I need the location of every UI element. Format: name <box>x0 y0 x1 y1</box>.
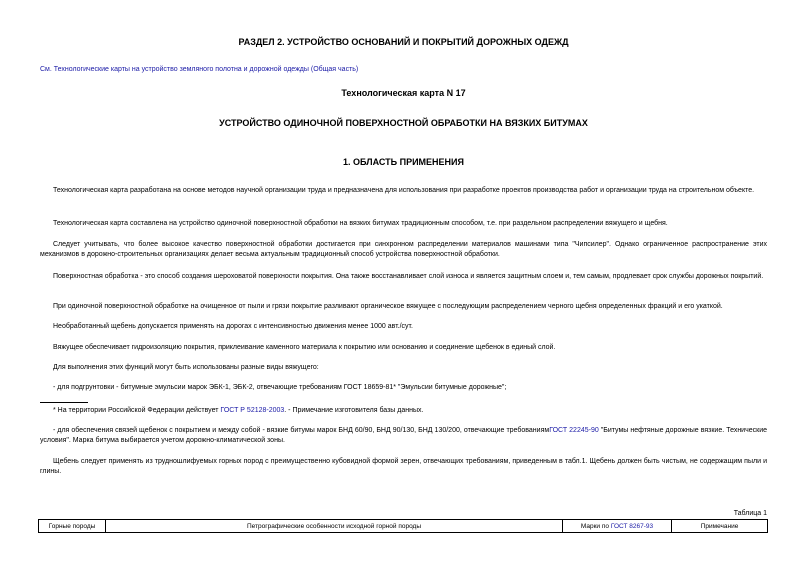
table-label: Таблица 1 <box>733 510 767 517</box>
paragraph-definition: Поверхностная обработка - это способ создания шероховатой поверхности покрытия. Она также восстанавливает слой износа и является защитным слоем и, тем самым, продлевает срок службы дорожных покрытий. <box>53 273 764 280</box>
footnote-divider <box>40 402 88 403</box>
binder-suffix: "Битумы нефтяные дорожные вязкие. Технические условия". Марка битума выбирается учетом дорожно-климатической зоны. <box>40 427 767 444</box>
subsection-title: 1. ОБЛАСТЬ ПРИМЕНЕНИЯ <box>343 157 464 167</box>
see-technological-cards-link[interactable]: См. Технологические карты на устройство земляного полотна и дорожной одежды (Общая часть) <box>40 66 359 73</box>
section-title: РАЗДЕЛ 2. УСТРОЙСТВО ОСНОВАНИЙ И ПОКРЫТИЙ ДОРОЖНЫХ ОДЕЖД <box>238 37 569 47</box>
paragraph-binding-binder <box>40 426 767 445</box>
paragraph-gravel-requirements: Щебень следует применять из трудношлифуемых горных пород с преимущественно кубовидной формой зерен, отвечающих требованиям, приведенным в табл.1. Щебень должен быть чистым, не содержащим пыли и глины. <box>40 458 767 475</box>
header-note: Примечание <box>672 520 768 533</box>
gost-22245-link[interactable]: ГОСТ 22245-90 <box>549 427 599 434</box>
paragraph-binder-types-intro: Для выполнения этих функций могут быть использованы разные виды вяжущего: <box>53 364 319 371</box>
footnote-suffix: . - Примечание изготовителя базы данных. <box>284 407 424 414</box>
paragraph-single-treatment: При одиночной поверхностной обработке на очищенное от пыли и грязи покрытие разливают органическое вяжущее с последующим распределением черного щебня определенных фракций и его укаткой. <box>53 303 723 310</box>
grades-prefix: Марки по <box>580 522 611 530</box>
table-header-row <box>39 520 768 533</box>
gost-r-52128-link[interactable]: ГОСТ Р 52128-2003 <box>220 407 285 414</box>
header-rock-types: Горные породы <box>39 520 106 533</box>
card-title: Технологическая карта N 17 <box>341 88 466 98</box>
footnote <box>40 406 767 416</box>
header-grades <box>563 520 672 533</box>
paragraph-purpose: Технологическая карта разработана на основе методов научной организации труда и предназначена для использования при разработке проектов производства работ и организации труда на строительном объекте. <box>53 187 755 194</box>
footnote-prefix: * На территории Российской Федерации действует <box>53 407 221 414</box>
binder-prefix: - для обеспечения связей щебенок с покрытием и между собой - вязкие битумы марок БНД 60/90, БНД 90/130, БНД 130/200, отвечающие требованиям <box>53 427 550 434</box>
header-petrographic-features: Петрографические особенности исходной горной породы <box>106 520 563 533</box>
paragraph-binder-role: Вяжущее обеспечивает гидроизоляцию покрытия, приклеивание каменного материала к покрытию или основанию и соединение щебенок в единый слой. <box>53 344 556 351</box>
gost-8267-link[interactable]: ГОСТ 8267-93 <box>610 522 654 530</box>
document-title: УСТРОЙСТВО ОДИНОЧНОЙ ПОВЕРХНОСТНОЙ ОБРАБОТКИ НА ВЯЗКИХ БИТУМАХ <box>219 118 588 128</box>
paragraph-scope: Технологическая карта составлена на устройство одиночной поверхностной обработки на вязких битумах традиционным способом, т.е. при раздельном распределении вяжущего и щебня. <box>53 220 668 227</box>
paragraph-untreated-gravel: Необработанный щебень допускается применять на дорогах с интенсивностью движения менее 1000 авт./сут. <box>53 323 413 330</box>
paragraph-chipsealer: Следует учитывать, что более высокое качество поверхностной обработки достигается при синхронном распределении материалов машинами типа "Чипсилер". Однако ограниченное распространение этих механизмов в дорожно-строительных организациях делает весьма актуальным традиционный способ устройства поверхностной обработки. <box>40 241 767 258</box>
paragraph-primer-binder: - для подгрунтовки - битумные эмульсии марок ЭБК-1, ЭБК-2, отвечающие требованиям ГОСТ 18659-81* "Эмульсии битумные дорожные"; <box>53 384 507 391</box>
table-1 <box>38 519 768 533</box>
